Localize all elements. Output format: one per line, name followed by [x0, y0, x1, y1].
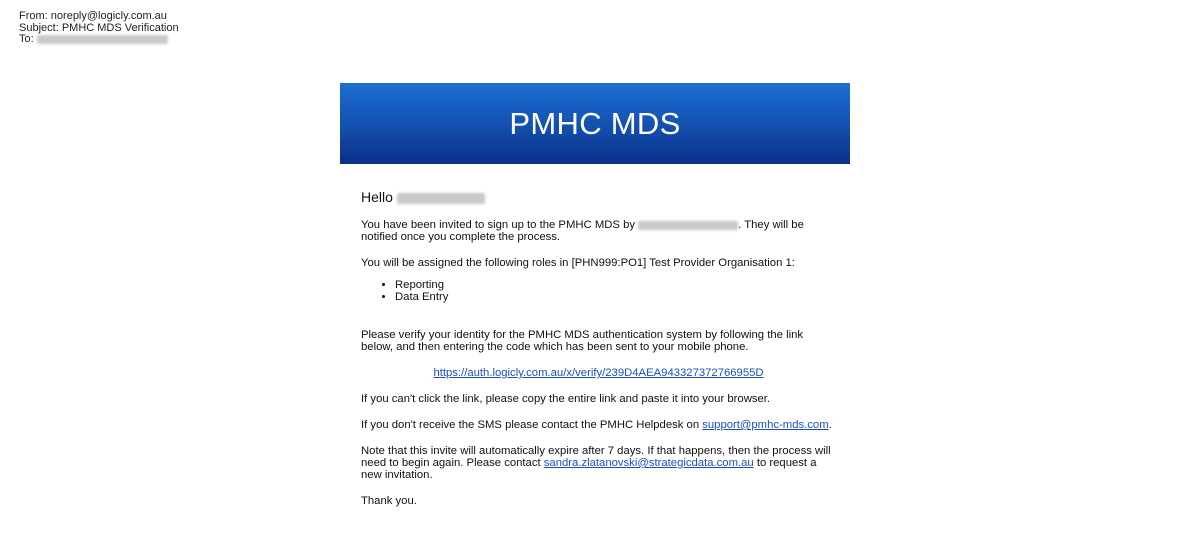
email-body [361, 189, 836, 521]
roles-list [361, 279, 836, 303]
sms-text-end: . [828, 419, 832, 431]
verify-link[interactable]: https://auth.logicly.com.au/x/verify/239D4AEA943327372766955D [433, 367, 764, 379]
redacted-recipient [37, 35, 168, 44]
invite-text-2: . They will be notified once you complete the process. [361, 219, 804, 243]
greeting [361, 189, 836, 205]
email-header [19, 11, 179, 46]
subject-row [19, 23, 179, 35]
sms-paragraph [361, 419, 836, 431]
contact-email-link[interactable]: sandra.zlatanovski@strategicdata.com.au [543, 457, 754, 469]
expire-text-2: to request a new invitation. [361, 457, 817, 481]
from-label: From: [19, 10, 48, 22]
redacted-inviter [638, 221, 738, 230]
subject-value: PMHC MDS Verification [61, 21, 179, 34]
invite-text-1: You have been invited to sign up to the PMHC MDS by [361, 219, 636, 231]
helpdesk-email-link[interactable]: support@pmhc-mds.com [702, 419, 829, 431]
role-item: • Data Entry [395, 291, 836, 303]
thanks: Thank you. [361, 495, 417, 507]
expire-text-1: Note that this invite will automatically expire after 7 days. If that happens, then the process will need to begin again. Please contact [361, 445, 831, 469]
verify-link-paragraph [361, 367, 836, 379]
sms-text: If you don't receive the SMS please contact the PMHC Helpdesk on [361, 419, 700, 431]
expire-paragraph [361, 445, 836, 481]
greeting-text: Hello [361, 189, 393, 205]
verify-paragraph: Please verify your identity for the PMHC MDS authentication system by following the link below, and then entering the code which has been sent to your mobile phone. [361, 329, 804, 353]
banner-title: PMHC MDS [509, 105, 681, 141]
subject-label: Subject: [19, 21, 59, 34]
role-item: • Reporting [395, 279, 836, 291]
to-label: To: [19, 33, 34, 45]
email-banner [340, 83, 850, 164]
roles-intro: You will be assigned the following roles in [PHN999:PO1] Test Provider Organisation 1: [361, 257, 795, 269]
copy-link-paragraph: If you can't click the link, please copy the entire link and paste it into your browser. [361, 393, 771, 405]
redacted-name [397, 193, 485, 204]
from-value: noreply@logicly.com.au [50, 10, 167, 22]
invite-paragraph [361, 219, 836, 243]
to-row [19, 34, 179, 46]
